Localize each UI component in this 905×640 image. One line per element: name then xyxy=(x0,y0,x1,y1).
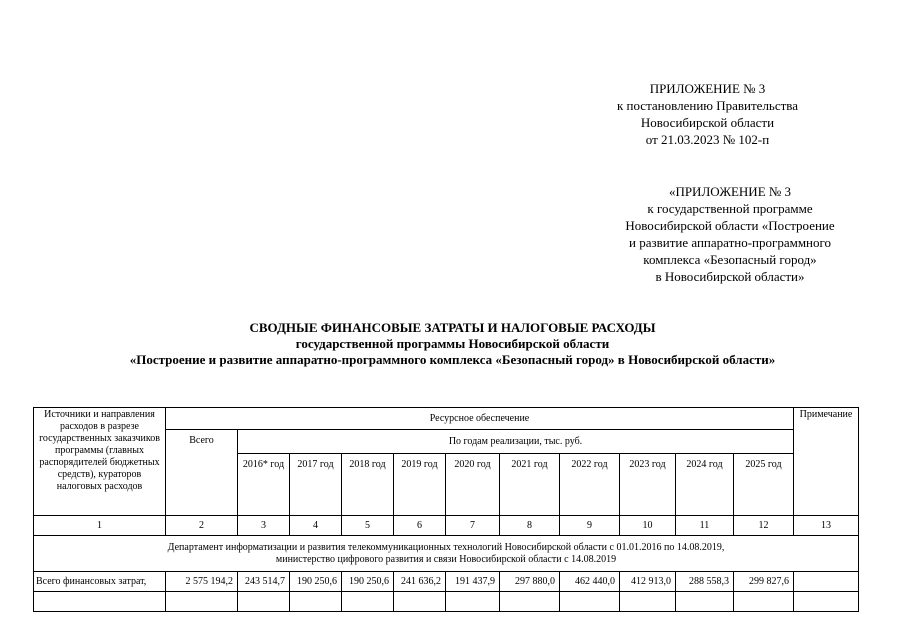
title-line3: «Построение и развитие аппаратно-программного комплекса «Безопасный город» в Новосибирской области» xyxy=(129,352,776,367)
row-value-2024: 288 558,3 xyxy=(676,572,734,592)
col-number: 6 xyxy=(394,516,446,536)
document-title xyxy=(0,320,905,368)
header-note: Примечание xyxy=(794,408,859,516)
row-value-total: 2 575 194,2 xyxy=(166,572,238,592)
col-number: 13 xyxy=(794,516,859,536)
annex-program-line2: к государственной программе xyxy=(647,201,813,216)
row-value-2019: 241 636,2 xyxy=(394,572,446,592)
col-number: 11 xyxy=(676,516,734,536)
col-number: 8 xyxy=(500,516,560,536)
row-value-2018: 190 250,6 xyxy=(342,572,394,592)
header-year-2023: 2023 год xyxy=(620,454,676,516)
col-number: 9 xyxy=(560,516,620,536)
header-year-2025: 2025 год xyxy=(734,454,794,516)
row-value-2016: 243 514,7 xyxy=(238,572,290,592)
col-number: 2 xyxy=(166,516,238,536)
title-line2: государственной программы Новосибирской области xyxy=(295,336,610,351)
financial-table xyxy=(33,407,859,612)
annex-main-block xyxy=(585,80,830,148)
row-value-2022: 462 440,0 xyxy=(560,572,620,592)
row-value-2025: 299 827,6 xyxy=(734,572,794,592)
header-year-2017: 2017 год xyxy=(290,454,342,516)
header-year-2018: 2018 год xyxy=(342,454,394,516)
col-number: 3 xyxy=(238,516,290,536)
header-year-2021: 2021 год xyxy=(500,454,560,516)
row-label: Всего финансовых затрат, xyxy=(34,572,166,592)
row-value-2017: 190 250,6 xyxy=(290,572,342,592)
annex-main-line4: от 21.03.2023 № 102-п xyxy=(645,132,770,147)
header-year-2022: 2022 год xyxy=(560,454,620,516)
department-line2: министерство цифрового развития и связи Новосибирской области с 14.08.2019 xyxy=(275,553,617,565)
annex-program-block xyxy=(585,183,875,285)
annex-main-line1: ПРИЛОЖЕНИЕ № 3 xyxy=(649,81,766,96)
annex-main-line3: Новосибирской области xyxy=(640,115,775,130)
annex-program-line3: Новосибирской области «Построение xyxy=(625,218,835,233)
header-year-2019: 2019 год xyxy=(394,454,446,516)
header-source: Источники и направления расходов в разрезе государственных заказчиков программы (главных распорядителей бюджетных средств), кураторов налоговых расходов xyxy=(34,408,166,516)
annex-main-line2: к постановлению Правительства xyxy=(616,98,799,113)
annex-program-line4: и развитие аппаратно-программного xyxy=(628,235,832,250)
col-number: 1 xyxy=(34,516,166,536)
row-value-2023: 412 913,0 xyxy=(620,572,676,592)
row-note xyxy=(794,572,859,592)
department-line1: Департамент информатизации и развития телекоммуникационных технологий Новосибирской области с 01.01.2016 по 14.08.2019, xyxy=(167,541,725,553)
table-row-continuation xyxy=(34,592,859,612)
title-line1: СВОДНЫЕ ФИНАНСОВЫЕ ЗАТРАТЫ И НАЛОГОВЫЕ РАСХОДЫ xyxy=(249,320,656,335)
col-number: 5 xyxy=(342,516,394,536)
row-value-2021: 297 880,0 xyxy=(500,572,560,592)
header-years-group: По годам реализации, тыс. руб. xyxy=(238,430,794,454)
header-year-2020: 2020 год xyxy=(446,454,500,516)
annex-program-line5: комплекса «Безопасный город» xyxy=(643,252,817,267)
col-number: 7 xyxy=(446,516,500,536)
row-value-2020: 191 437,9 xyxy=(446,572,500,592)
header-year-2024: 2024 год xyxy=(676,454,734,516)
col-number: 12 xyxy=(734,516,794,536)
department-row xyxy=(34,536,859,572)
table-row xyxy=(34,572,859,592)
col-number: 4 xyxy=(290,516,342,536)
header-year-2016: 2016* год xyxy=(238,454,290,516)
annex-program-line6: в Новосибирской области» xyxy=(655,269,805,284)
header-resources: Ресурсное обеспечение xyxy=(166,408,794,430)
annex-program-line1: «ПРИЛОЖЕНИЕ № 3 xyxy=(668,184,792,199)
col-number: 10 xyxy=(620,516,676,536)
header-total: Всего xyxy=(166,430,238,516)
